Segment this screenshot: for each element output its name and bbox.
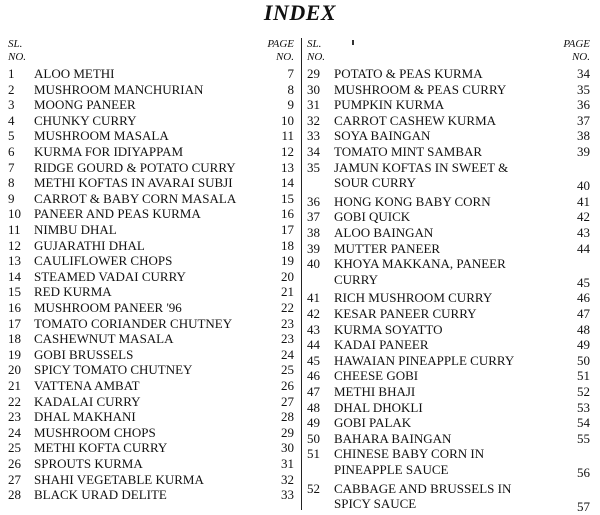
page-number: 57: [577, 499, 590, 515]
page-number: 53: [577, 399, 590, 415]
entry-number: 36: [307, 193, 320, 209]
recipe-name: RIDGE GOURD & POTATO CURRY: [34, 159, 236, 175]
page-number: 15: [281, 190, 294, 206]
page-number: 17: [281, 222, 294, 237]
recipe-name: KESAR PANEER CURRY: [334, 306, 477, 321]
recipe-name: GOBI BRUSSELS: [34, 346, 134, 362]
page-number: 46: [577, 290, 590, 306]
page-number: 50: [577, 352, 590, 368]
entry-number: 1: [8, 66, 15, 81]
recipe-name: DHAL MAKHANI: [34, 409, 136, 425]
page-number: 18: [281, 237, 294, 253]
entry-number: 38: [307, 225, 320, 240]
page-number: 23: [281, 315, 294, 331]
index-entry: [8, 300, 294, 316]
entry-number: 35: [307, 159, 320, 175]
no-label: NO.: [8, 51, 27, 63]
entry-number: 51: [307, 446, 320, 462]
entry-number: 3: [8, 97, 15, 113]
entry-number: 33: [307, 128, 320, 144]
index-entry: [307, 337, 590, 353]
recipe-name: GOBI PALAK: [334, 415, 412, 431]
page-number: 27: [281, 393, 294, 409]
index-entry: [8, 97, 294, 113]
index-entry: [8, 284, 294, 300]
page-number: 32: [281, 471, 294, 487]
page-number: 41: [577, 193, 590, 209]
recipe-name: GUJARATHI DHAL: [34, 237, 145, 253]
page-number: 36: [577, 97, 590, 113]
index-entry: [307, 159, 590, 194]
recipe-name-continued: SPICY SAUCE: [334, 496, 417, 512]
recipe-name: TOMATO CORIANDER CHUTNEY: [34, 315, 233, 331]
index-entry: [307, 225, 590, 241]
recipe-name: CARROT & BABY CORN MASALA: [34, 190, 237, 206]
entry-number: 27: [8, 471, 21, 487]
index-entry: [307, 66, 590, 82]
entry-number: 17: [8, 315, 21, 331]
index-entry: [8, 456, 294, 472]
entry-number: 31: [307, 97, 320, 113]
entry-number: 50: [307, 430, 320, 446]
entry-number: 43: [307, 321, 320, 337]
page-number: 37: [577, 112, 590, 128]
recipe-name: PUMPKIN KURMA: [334, 97, 445, 113]
recipe-name: RICH MUSHROOM CURRY: [334, 290, 493, 306]
entry-number: 44: [307, 337, 320, 353]
page-number: 51: [577, 368, 590, 384]
recipe-name-continued: CURRY: [334, 271, 379, 287]
index-entry: [307, 306, 590, 322]
page-number: 19: [281, 253, 294, 269]
entry-number: 23: [8, 409, 21, 425]
recipe-name: CASHEWNUT MASALA: [34, 331, 174, 347]
entry-number: 7: [8, 159, 15, 175]
column-divider: [301, 38, 302, 510]
recipe-name: MUSHROOM PANEER '96: [34, 300, 182, 315]
index-entry: [8, 316, 294, 332]
page-number: 23: [281, 331, 294, 347]
recipe-name: BAHARA BAINGAN: [334, 430, 452, 446]
entry-number: 46: [307, 368, 320, 384]
entry-number: 6: [8, 144, 15, 159]
index-entry: [307, 353, 590, 369]
index-entry: [8, 206, 294, 222]
recipe-name: GOBI QUICK: [334, 209, 411, 225]
entry-number: 41: [307, 290, 320, 306]
index-entry: [8, 238, 294, 254]
sl-no-header-left: [8, 38, 26, 64]
recipe-name: CABBAGE AND BRUSSELS IN: [334, 480, 512, 496]
index-entry: [8, 66, 294, 82]
entry-number: 9: [8, 190, 15, 206]
recipe-name: SHAHI VEGETABLE KURMA: [34, 471, 204, 487]
index-entry: [307, 256, 590, 290]
entry-number: 25: [8, 440, 21, 456]
index-entry: [307, 446, 590, 480]
index-entry: [8, 362, 294, 378]
page-number: 25: [281, 362, 294, 378]
entry-number: 32: [307, 112, 320, 128]
sl-no-header-right: [307, 38, 325, 64]
page-number: 39: [577, 144, 590, 159]
page-no-label: NO.: [275, 51, 294, 63]
index-entry: [8, 425, 294, 441]
recipe-name-continued: PINEAPPLE SAUCE: [334, 461, 449, 477]
page-number: 28: [281, 409, 294, 425]
index-entry: [307, 209, 590, 225]
page-number: 7: [287, 66, 294, 81]
recipe-name: TOMATO MINT SAMBAR: [334, 144, 483, 159]
page-number: 55: [577, 430, 590, 446]
index-entry: [8, 409, 294, 425]
index-entry: [8, 472, 294, 488]
entry-number: 48: [307, 399, 320, 415]
recipe-name: POTATO & PEAS KURMA: [334, 66, 483, 81]
page-number: 30: [281, 440, 294, 456]
page-number: 13: [281, 159, 294, 175]
recipe-name: ALOO METHI: [34, 66, 115, 81]
index-entry: [307, 415, 590, 431]
recipe-name: HONG KONG BABY CORN: [334, 193, 491, 209]
entry-number: 34: [307, 144, 320, 159]
index-entry: [8, 113, 294, 129]
index-entry: [307, 144, 590, 160]
page-number: 54: [577, 415, 590, 431]
index-entry: [307, 97, 590, 113]
page-number: 42: [577, 209, 590, 225]
index-entry: [8, 440, 294, 456]
page-number: 14: [281, 175, 294, 191]
index-entry: [307, 384, 590, 400]
entry-number: 21: [8, 378, 21, 393]
recipe-name: CARROT CASHEW KURMA: [334, 112, 497, 128]
page-number: 12: [281, 144, 294, 159]
recipe-name: MOONG PANEER: [34, 97, 136, 113]
entry-number: 4: [8, 112, 15, 128]
page-label: PAGE: [267, 38, 294, 50]
entry-number: 12: [8, 237, 21, 253]
entry-number: 40: [307, 256, 320, 272]
recipe-name: VATTENA AMBAT: [34, 378, 140, 393]
entry-number: 26: [8, 456, 21, 471]
recipe-name: MUTTER PANEER: [334, 240, 441, 256]
page-number: 10: [281, 112, 294, 128]
entry-number: 20: [8, 362, 21, 378]
entry-number: 42: [307, 306, 320, 321]
index-entry: [8, 144, 294, 160]
index-entry: [8, 269, 294, 285]
index-entry: [8, 347, 294, 363]
page-number: 21: [281, 284, 294, 300]
page-number: 47: [577, 306, 590, 321]
page-number: 34: [577, 66, 590, 81]
entry-number: 10: [8, 206, 21, 222]
page-number: 44: [577, 240, 590, 256]
page-number: 43: [577, 225, 590, 240]
page-number: 16: [281, 206, 294, 222]
page-number: 40: [577, 178, 590, 194]
index-entry: [307, 113, 590, 129]
recipe-name: STEAMED VADAI CURRY: [34, 268, 186, 284]
recipe-name: ALOO BAINGAN: [334, 225, 434, 240]
index-entry: [307, 431, 590, 447]
recipe-name: HAWAIAN PINEAPPLE CURRY: [334, 352, 515, 368]
index-entry: [307, 480, 590, 515]
index-entry: [8, 82, 294, 98]
page-number: 31: [281, 456, 294, 471]
index-entry: [8, 175, 294, 191]
entry-number: 47: [307, 384, 320, 399]
print-speck: [352, 40, 354, 45]
recipe-name: KADAI PANEER: [334, 337, 429, 353]
index-entry: [8, 160, 294, 176]
recipe-name: METHI KOFTAS IN AVARAI SUBJI: [34, 175, 233, 191]
page-no-header-left: [252, 38, 294, 64]
recipe-name: KURMA FOR IDIYAPPAM: [34, 144, 184, 159]
recipe-name: PANEER AND PEAS KURMA: [34, 206, 201, 222]
page-number: 20: [281, 268, 294, 284]
index-entry: [8, 253, 294, 269]
recipe-name: KURMA SOYATTO: [334, 321, 443, 337]
recipe-name: SPICY TOMATO CHUTNEY: [34, 362, 193, 378]
entry-number: 14: [8, 268, 21, 284]
page-no-header-right: [548, 38, 590, 64]
recipe-name: CHEESE GOBI: [334, 368, 419, 384]
index-entry: [307, 82, 590, 98]
no-label: NO.: [307, 51, 326, 63]
entry-number: 39: [307, 240, 320, 256]
page-number: 8: [287, 81, 294, 97]
page-number: 11: [281, 128, 294, 144]
index-entry: [307, 290, 590, 306]
index-entry: [8, 191, 294, 207]
sl-label: SL.: [8, 38, 23, 50]
recipe-name: CHINESE BABY CORN IN: [334, 446, 485, 462]
recipe-name: MUSHROOM CHOPS: [34, 424, 156, 440]
recipe-name: RED KURMA: [34, 284, 112, 300]
index-entry: [307, 128, 590, 144]
recipe-name: MUSHROOM MASALA: [34, 128, 169, 144]
page-number: 26: [281, 378, 294, 393]
entry-number: 49: [307, 415, 320, 431]
recipe-name: SPROUTS KURMA: [34, 456, 143, 471]
index-entry: [8, 128, 294, 144]
page-number: 52: [577, 384, 590, 399]
page-number: 35: [577, 81, 590, 97]
page-number: 22: [281, 300, 294, 315]
entry-number: 11: [8, 222, 21, 237]
recipe-name: CHUNKY CURRY: [34, 112, 137, 128]
index-entry: [8, 487, 294, 503]
index-entry: [307, 194, 590, 210]
recipe-name: BLACK URAD DELITE: [34, 487, 167, 503]
entry-number: 22: [8, 393, 21, 409]
sl-label: SL.: [307, 38, 322, 50]
page-number: 56: [577, 464, 590, 480]
page-title: INDEX: [263, 0, 337, 25]
index-entry: [307, 368, 590, 384]
index-entry: [8, 331, 294, 347]
index-entry: [8, 222, 294, 238]
entry-number: 13: [8, 253, 21, 269]
page-number: 38: [577, 128, 590, 144]
entry-number: 37: [307, 209, 320, 225]
entry-number: 45: [307, 352, 320, 368]
entry-number: 29: [307, 66, 320, 81]
page-number: 29: [281, 424, 294, 440]
entry-number: 18: [8, 331, 21, 347]
index-entry: [8, 378, 294, 394]
recipe-name: JAMUN KOFTAS IN SWEET &: [334, 159, 509, 175]
entry-number: 24: [8, 424, 21, 440]
entry-number: 5: [8, 128, 15, 144]
index-entry: [307, 241, 590, 257]
recipe-name: KADALAI CURRY: [34, 393, 141, 409]
recipe-name: MUSHROOM & PEAS CURRY: [334, 81, 507, 97]
recipe-name: SOYA BAINGAN: [334, 128, 431, 144]
index-entry: [8, 394, 294, 410]
entry-number: 19: [8, 346, 21, 362]
page-number: 45: [577, 274, 590, 290]
page-number: 9: [287, 97, 294, 113]
entry-number: 2: [8, 81, 15, 97]
recipe-name: KHOYA MAKKANA, PANEER: [334, 256, 506, 272]
recipe-name: CAULIFLOWER CHOPS: [34, 253, 173, 269]
recipe-name: METHI BHAJI: [334, 384, 416, 399]
index-entry: [307, 400, 590, 416]
entry-number: 8: [8, 175, 15, 191]
page-number: 48: [577, 321, 590, 337]
index-entry: [307, 322, 590, 338]
recipe-name: MUSHROOM MANCHURIAN: [34, 81, 204, 97]
entry-number: 28: [8, 487, 21, 503]
entry-number: 52: [307, 480, 320, 496]
recipe-name: DHAL DHOKLI: [334, 399, 423, 415]
entry-number: 15: [8, 284, 21, 300]
recipe-name: METHI KOFTA CURRY: [34, 440, 168, 456]
recipe-name-continued: SOUR CURRY: [334, 175, 416, 191]
recipe-name: NIMBU DHAL: [34, 222, 117, 237]
page-no-label: NO.: [571, 51, 590, 63]
page-number: 33: [281, 487, 294, 503]
page-label: PAGE: [563, 38, 590, 50]
page-number: 49: [577, 337, 590, 353]
entry-number: 30: [307, 81, 320, 97]
entry-number: 16: [8, 300, 21, 315]
page-number: 24: [281, 346, 294, 362]
